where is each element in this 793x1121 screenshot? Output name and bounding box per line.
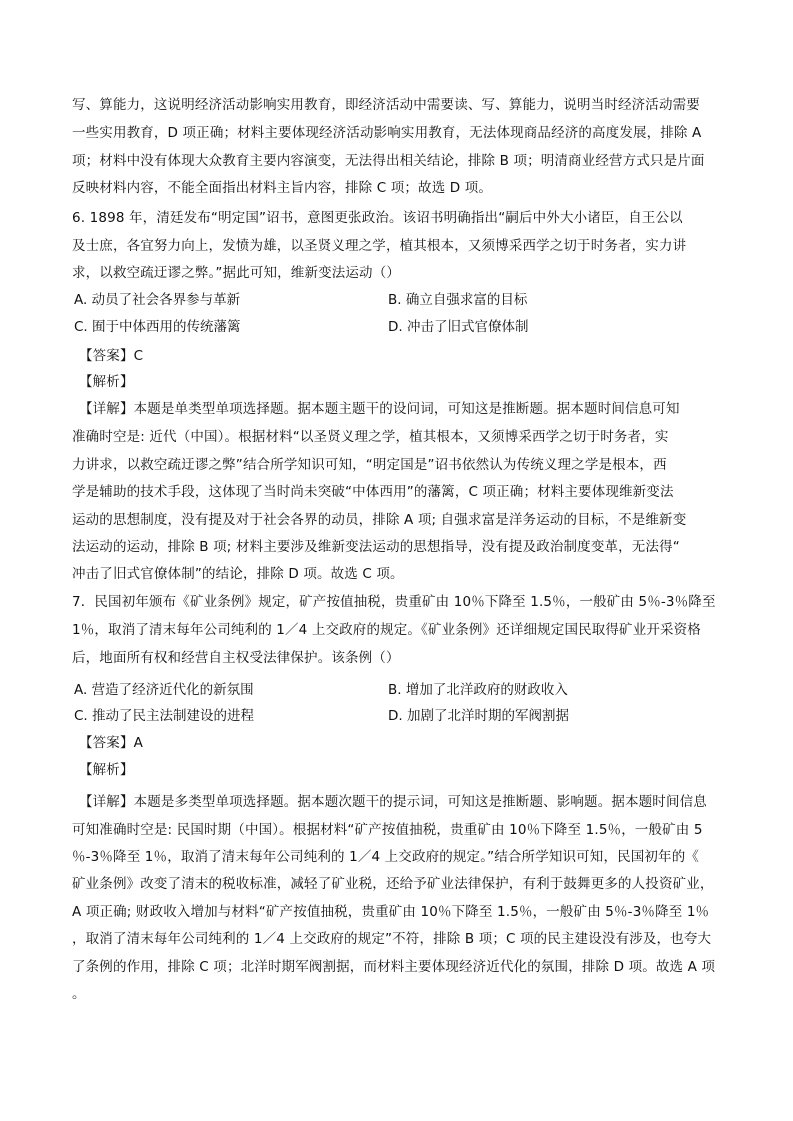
q7-detail-line: ％-3％降至 1％，取消了清末每年公司纯利的 1／4 上交政府的规定。”结合所学知识可知，民国初年的《 — [72, 849, 699, 865]
q6-detail-line: 运动的思想制度，没有提及对于社会各界的动员，排除 A 项; 自强求富是洋务运动的目标，不是维新变 — [72, 512, 687, 528]
intro-line: 反映材料内容，不能全面指出材料主旨内容，排除 C 项；故选 D 项。 — [72, 180, 493, 196]
q7-detail-line: 可知准确时空是: 民国时期（中国）。根据材料“矿产按值抽税，贵重矿由 10％下降至 1.5％，一般矿由 5 — [72, 822, 703, 838]
q6-stem-line: 6. 1898 年，清廷发布“明定国”诏书，意图更张政治。该诏书明确指出“嗣后中外大小诸臣，自王公以 — [72, 210, 683, 226]
q6-option-a: A. 动员了社会各界参与革新 — [74, 292, 241, 308]
q6-detail-line: 学是辅助的技术手段，这体现了当时尚未突破“中体西用”的藩篱，C 项正确；材料主要体现维新变法 — [72, 484, 674, 500]
q7-option-c: C. 推动了民主法制建设的进程 — [74, 708, 255, 724]
q6-option-b: B. 确立自强求富的目标 — [388, 292, 528, 308]
q7-option-d: D. 加剧了北洋时期的军阀割据 — [388, 708, 569, 724]
q7-detail-line: ，取消了清末每年公司纯利的 1／4 上交政府的规定”不符，排除 B 项；C 项的民主建设没有涉及，也夸大 — [72, 931, 712, 947]
q6-answer: 【答案】C — [79, 348, 144, 364]
q6-detail-line: 法运动的运动，排除 B 项; 材料主要涉及维新变法运动的思想指导，没有提及政治制度变革，无法得“ — [72, 539, 680, 555]
q6-detail-line: 力讲求，以救空疏迂谬之弊”结合所学知识可知，“明定国是”诏书依然认为传统义理之学是根本，西 — [72, 457, 667, 473]
q6-stem-line: 及士庶，各宜努力向上，发愤为雄，以圣贤义理之学，植其根本，又须博采西学之切于时务者，实力讲 — [72, 238, 687, 254]
q6-analysis-label: 【解析】 — [79, 374, 134, 390]
q7-option-a: A. 营造了经济近代化的新氛围 — [74, 682, 254, 698]
q7-analysis-label: 【解析】 — [79, 762, 134, 778]
q6-detail-line: 准确时空是: 近代（中国）。根据材料“以圣贤义理之学，植其根本，又须博采西学之切于时务者，实 — [72, 429, 669, 445]
q7-stem-line: 后，地面所有权和经营自主权受法律保护。该条例（） — [72, 650, 400, 666]
q6-detail-line: 【详解】本题是单类型单项选择题。据本题主题干的设问词，可知这是推断题。据本题时间信息可知 — [79, 401, 680, 417]
intro-line: 项；材料中没有体现大众教育主要内容演变，无法得出相关结论，排除 B 项；明清商业经营方式只是片面 — [72, 153, 705, 169]
q7-option-b: B. 增加了北洋政府的财政收入 — [388, 682, 568, 698]
intro-line: 写、算能力，这说明经济活动影响实用教育，即经济活动中需要读、写、算能力，说明当时经济活动需要 — [72, 97, 700, 113]
q7-stem-line: 7．民国初年颁布《矿业条例》规定，矿产按值抽税，贵重矿由 10％下降至 1.5％，一般矿由 5％-3％降至 — [72, 594, 716, 610]
q7-answer: 【答案】A — [79, 735, 143, 751]
q7-detail-line: 矿业条例》改变了清末的税收标准，减轻了矿业税，还给予矿业法律保护，有利于鼓舞更多的人投资矿业， — [72, 876, 714, 892]
q7-stem-line: 1％，取消了清末每年公司纯利的 1／4 上交政府的规定。《矿业条例》还详细规定国民取得矿业开采资格 — [72, 622, 701, 638]
q6-option-c: C. 囿于中体西用的传统藩篱 — [74, 319, 241, 335]
q7-detail-line: 【详解】本题是多类型单项选择题。据本题次题干的提示词，可知这是推断题、影响题。据本题时间信息 — [79, 794, 707, 810]
q7-detail-line: 了条例的作用，排除 C 项；北洋时期军阀割据，而材料主要体现经济近代化的氛围，排除 D 项。故选 A 项 — [72, 959, 716, 975]
q7-detail-line: 。 — [72, 986, 86, 1002]
q6-detail-line: 冲击了旧式官僚体制”的结论，排除 D 项。故选 C 项。 — [72, 566, 404, 582]
q7-detail-line: A 项正确; 财政收入增加与材料“矿产按值抽税，贵重矿由 10％下降至 1.5％，一般矿由 5％-3％降至 1％ — [72, 904, 710, 920]
intro-line: 一些实用教育，D 项正确；材料主要体现经济活动影响实用教育，无法体现商品经济的高度发展，排除 A — [72, 125, 702, 141]
q6-stem-line: 求，以救空疏迂谬之弊。”据此可知，维新变法运动（） — [72, 265, 400, 281]
q6-option-d: D. 冲击了旧式官僚体制 — [388, 319, 529, 335]
